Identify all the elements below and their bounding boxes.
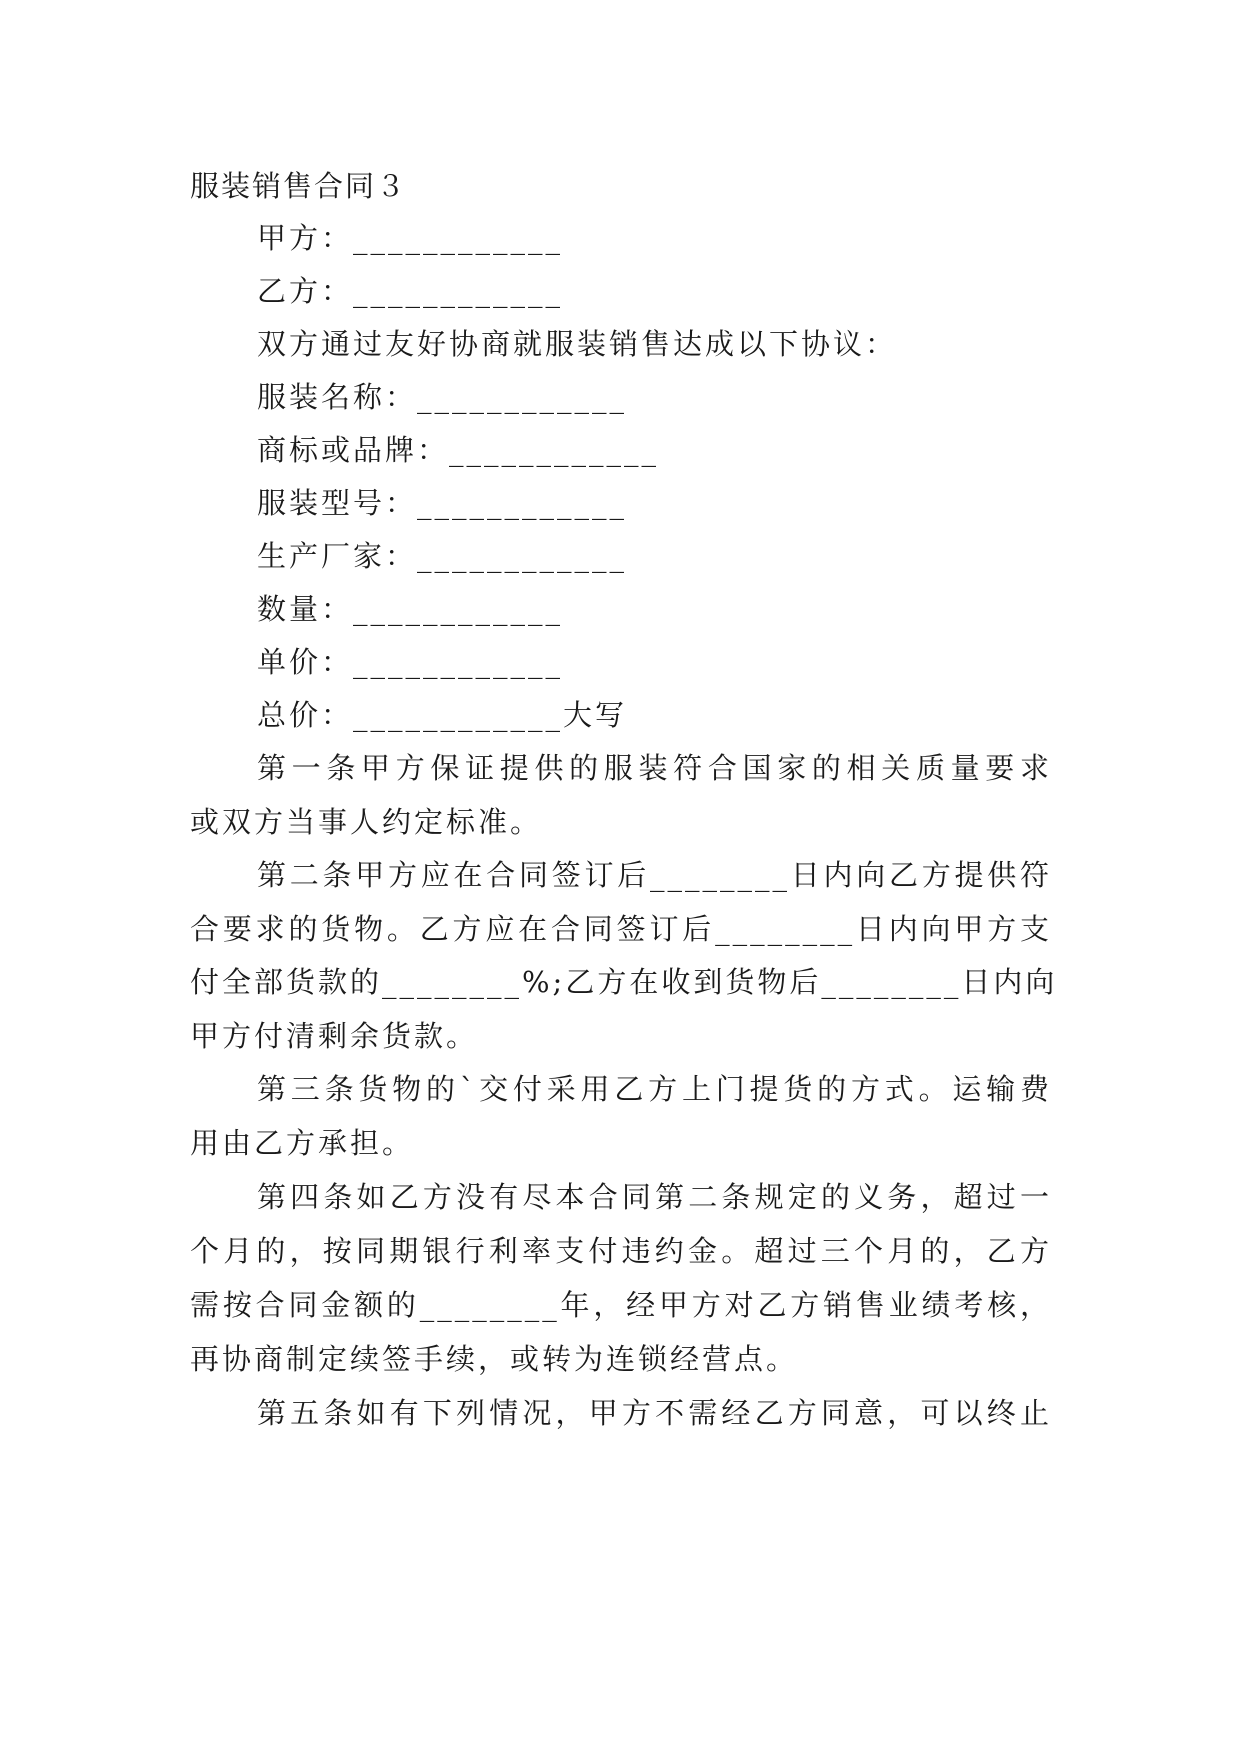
article4-line2: 个月的，按同期银行利率支付违约金。超过三个月的，乙方 xyxy=(190,1234,1052,1268)
manufacturer-field: 生产厂家：____________ xyxy=(257,539,628,573)
clothing-name-field: 服装名称：____________ xyxy=(257,380,628,414)
article4-line1: 第四条如乙方没有尽本合同第二条规定的义务，超过一 xyxy=(257,1180,1052,1214)
document-title: 服装销售合同３ xyxy=(190,169,408,203)
unit-price-field: 单价：____________ xyxy=(257,645,564,679)
article2-line3: 付全部货款的________%;乙方在收到货物后________日内向 xyxy=(190,965,1058,999)
article3-line1: 第三条货物的`交付采用乙方上门提货的方式。运输费 xyxy=(257,1072,1052,1106)
party-a-field: 甲方：____________ xyxy=(257,221,564,255)
article2-line4: 甲方付清剩余货款。 xyxy=(190,1019,479,1053)
article5-line1: 第五条如有下列情况，甲方不需经乙方同意，可以终止 xyxy=(257,1396,1052,1430)
article2-line2: 合要求的货物。乙方应在合同签订后________日内向甲方支 xyxy=(190,912,1052,946)
party-b-field: 乙方：____________ xyxy=(257,274,564,308)
agreement-intro: 双方通过友好协商就服装销售达成以下协议： xyxy=(257,327,898,361)
article1-line2: 或双方当事人约定标准。 xyxy=(190,805,543,839)
article4-line3: 需按合同金额的________年，经甲方对乙方销售业绩考核， xyxy=(190,1288,1052,1322)
quantity-field: 数量：____________ xyxy=(257,592,564,626)
total-price-field: 总价：____________大写 xyxy=(257,698,628,732)
article2-line1: 第二条甲方应在合同签订后________日内向乙方提供符 xyxy=(257,858,1052,892)
brand-field: 商标或品牌：____________ xyxy=(257,433,660,467)
model-field: 服装型号：____________ xyxy=(257,486,628,520)
article4-line4: 再协商制定续签手续，或转为连锁经营点。 xyxy=(190,1342,799,1376)
article3-line2: 用由乙方承担。 xyxy=(190,1126,415,1160)
article1-line1: 第一条甲方保证提供的服装符合国家的相关质量要求 xyxy=(257,751,1052,785)
